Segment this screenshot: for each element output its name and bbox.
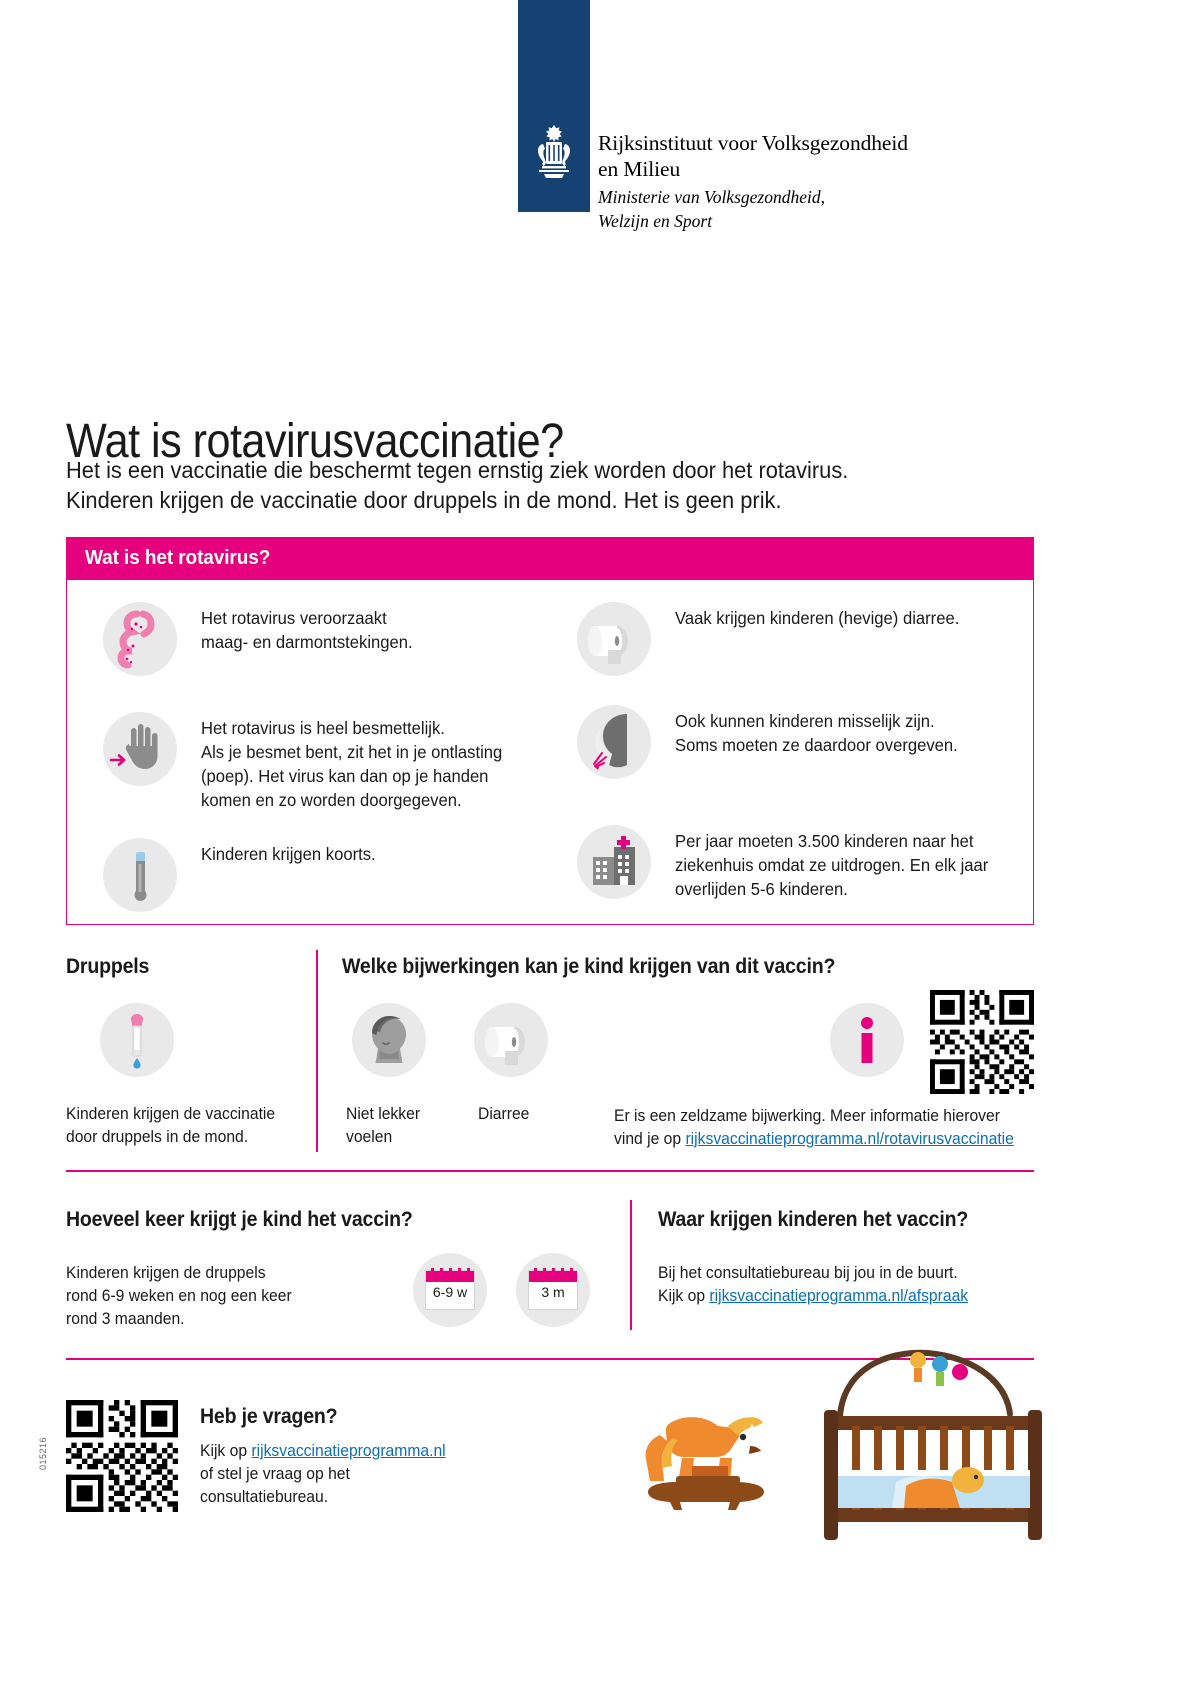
page-subtitle <box>66 455 848 515</box>
droplets-caption-line2: door druppels in de mond. <box>66 1128 249 1146</box>
baby-crib-icon <box>800 1330 1060 1545</box>
page-title: Wat is rotavirusvaccinatie? <box>66 415 564 469</box>
fact-text-line: overlijden 5-6 kinderen. <box>675 879 848 899</box>
document-code: 015216 <box>38 1436 48 1470</box>
fact-text-line: Als je besmet bent, zit het in je ontlasting <box>201 742 503 762</box>
toilet-paper-icon <box>474 1003 548 1077</box>
side-effect-label-line1: Diarree <box>478 1105 530 1123</box>
panel-body <box>67 580 1033 926</box>
fact-text <box>675 825 988 901</box>
rivm-logo-block <box>518 0 938 231</box>
calendar-chip-label: 3 m <box>541 1284 565 1300</box>
questions-line1 <box>200 1440 446 1463</box>
qr-code-icon[interactable] <box>930 990 1034 1094</box>
calendar-top-bar <box>426 1271 474 1282</box>
fact-text <box>201 602 413 654</box>
how-often-line1: Kinderen krijgen de druppels <box>66 1264 266 1282</box>
questions-link[interactable]: rijksvaccinatieprogramma.nl <box>251 1442 446 1460</box>
where-line1: Bij het consultatiebureau bij jou in de buurt. <box>658 1264 958 1282</box>
side-effects-heading: Welke bijwerkingen kan je kind krijgen van dit vaccin? <box>342 955 836 978</box>
rocking-horse-icon <box>620 1380 810 1540</box>
page-subtitle-line1: Het is een vaccinatie die beschermt tegen ernstig ziek worden door het rotavirus. <box>66 457 849 483</box>
logo-organisation-line1: Rijksinstituut voor Volksgezondheid <box>598 131 908 155</box>
questions-line2: of stel je vraag op het <box>200 1465 350 1483</box>
side-effects-note-line2 <box>614 1128 1032 1151</box>
dutch-coat-of-arms-icon <box>530 122 578 186</box>
calendar-icon <box>528 1270 578 1310</box>
questions-line3: consultatiebureau. <box>200 1488 329 1506</box>
logo-ministry-line1: Ministerie van Volksgezondheid, <box>598 187 825 207</box>
info-icon <box>830 1003 904 1077</box>
side-effects-note <box>614 1105 1032 1151</box>
panel-heading: Wat is het rotavirus? <box>85 547 271 569</box>
where-text <box>658 1262 968 1308</box>
calendar-chip-label: 6-9 w <box>432 1284 468 1300</box>
fact-text-line: komen en zo worden doorgegeven. <box>201 790 462 810</box>
fact-item <box>103 712 518 812</box>
droplets-heading: Druppels <box>66 955 150 978</box>
calendar-chip-1 <box>516 1253 590 1327</box>
how-often-text <box>66 1262 292 1331</box>
divider-vertical <box>316 950 318 1152</box>
divider-horizontal <box>66 1170 1034 1172</box>
unwell-child-icon <box>352 1003 426 1077</box>
fact-text <box>201 712 502 812</box>
side-effect-label-1 <box>478 1103 529 1126</box>
droplets-caption <box>66 1103 275 1149</box>
fact-item <box>577 602 974 676</box>
fact-text-line: ziekenhuis omdat ze uitdrogen. En elk jaar <box>675 855 989 875</box>
fact-text <box>675 705 958 757</box>
calendar-icon <box>425 1270 475 1310</box>
side-effect-label-0 <box>346 1103 420 1149</box>
fact-text <box>675 602 959 630</box>
how-often-heading: Hoeveel keer krijgt je kind het vaccin? <box>66 1208 413 1231</box>
hand-icon <box>103 712 177 786</box>
intestines-icon <box>103 602 177 676</box>
side-effects-note-line1: Er is een zeldzame bijwerking. Meer informatie hierover <box>614 1107 1000 1125</box>
facts-column-right <box>551 580 1035 926</box>
side-effects-link[interactable]: rijksvaccinatieprogramma.nl/rotavirusvaccinatie <box>685 1130 1014 1148</box>
side-effect-label-line1: Niet lekker <box>346 1105 421 1123</box>
how-often-line2: rond 6-9 weken en nog een keer <box>66 1287 292 1305</box>
note-prefix: vind je op <box>614 1130 686 1148</box>
fact-text-line: maag- en darmontstekingen. <box>201 632 413 652</box>
rotavirus-info-panel <box>66 537 1034 925</box>
fact-text-line: Het rotavirus veroorzaakt <box>201 608 387 628</box>
where-link[interactable]: rijksvaccinatieprogramma.nl/afspraak <box>709 1287 969 1305</box>
logo-ministry-line2: Welzijn en Sport <box>598 211 713 231</box>
fact-text-line: Het rotavirus is heel besmettelijk. <box>201 718 445 738</box>
where-heading: Waar krijgen kinderen het vaccin? <box>658 1208 969 1231</box>
questions-text <box>200 1440 446 1509</box>
panel-header-bar <box>67 538 1033 580</box>
calendar-top-bar <box>529 1271 577 1282</box>
divider-vertical <box>630 1200 632 1330</box>
where-line2 <box>658 1285 968 1308</box>
toilet-paper-icon <box>577 602 651 676</box>
fact-item <box>577 705 973 779</box>
droplets-caption-line1: Kinderen krijgen de vaccinatie <box>66 1105 276 1123</box>
questions-prefix: Kijk op <box>200 1442 252 1460</box>
fact-text-line: Per jaar moeten 3.500 kinderen naar het <box>675 831 974 851</box>
fact-text-line: Vaak krijgen kinderen (hevige) diarree. <box>675 608 960 628</box>
where-prefix: Kijk op <box>658 1287 710 1305</box>
fact-text-line: Soms moeten ze daardoor overgeven. <box>675 735 958 755</box>
nausea-head-icon <box>577 705 651 779</box>
logo-organisation-line2: en Milieu <box>598 157 681 181</box>
fact-text-line: Kinderen krijgen koorts. <box>201 844 376 864</box>
fact-text-line: Ook kunnen kinderen misselijk zijn. <box>675 711 935 731</box>
thermometer-icon <box>103 838 177 912</box>
hospital-icon <box>577 825 651 899</box>
fact-item <box>577 825 1005 901</box>
page-subtitle-line2: Kinderen krijgen de vaccinatie door druppels in de mond. Het is geen prik. <box>66 487 782 513</box>
calendar-chip-0 <box>413 1253 487 1327</box>
fact-text <box>201 838 376 866</box>
how-often-line3: rond 3 maanden. <box>66 1310 185 1328</box>
fact-item <box>103 602 424 676</box>
questions-heading: Heb je vragen? <box>200 1405 338 1428</box>
facts-column-left <box>67 580 551 926</box>
qr-code-icon[interactable] <box>66 1400 178 1512</box>
fact-item <box>103 838 385 912</box>
logo-text-block <box>598 130 938 233</box>
dropper-icon <box>100 1003 174 1077</box>
fact-text-line: (poep). Het virus kan dan op je handen <box>201 766 489 786</box>
side-effect-label-line2: voelen <box>346 1128 393 1146</box>
